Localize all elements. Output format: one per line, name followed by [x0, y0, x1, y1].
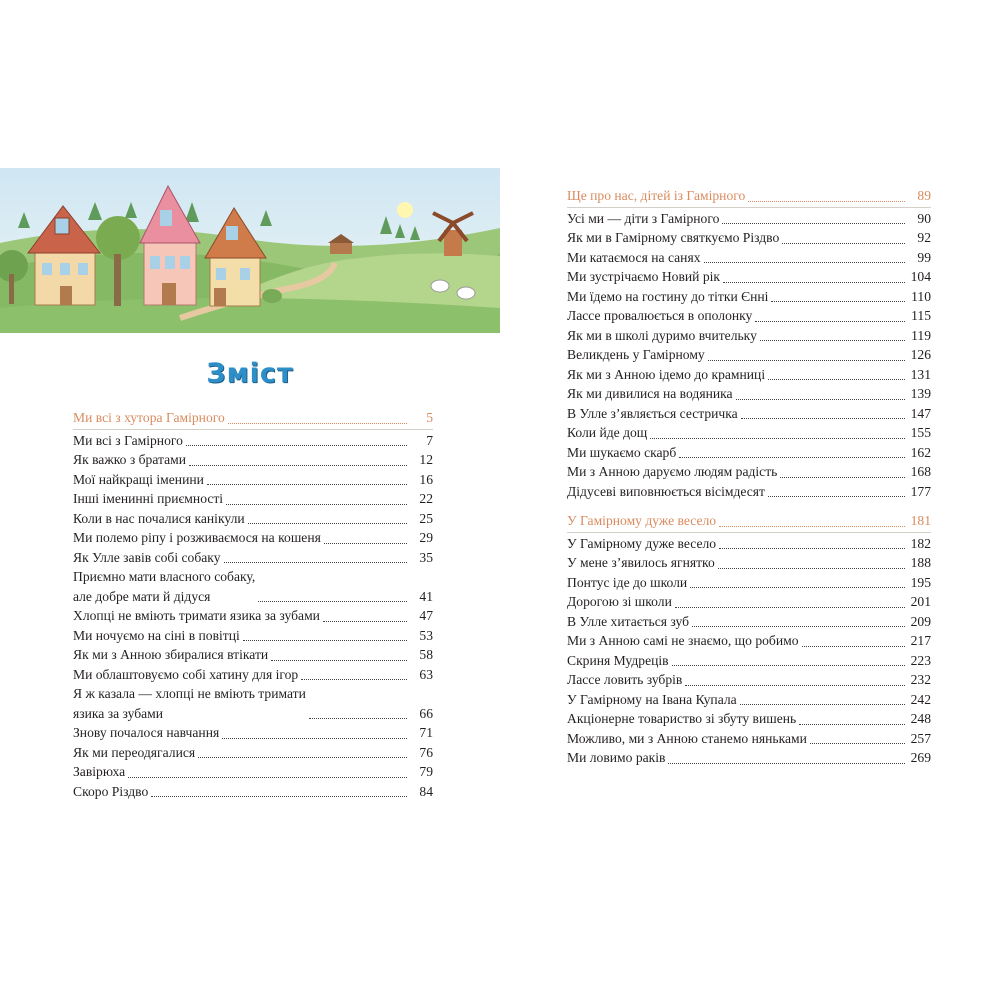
toc-entry [567, 287, 931, 307]
toc-entry-title: Лассе ловить зубрів [567, 672, 683, 687]
dot-leader [228, 409, 407, 424]
dot-leader [189, 451, 407, 466]
toc-page-number: 90 [917, 210, 931, 226]
dot-leader [301, 665, 407, 680]
toc-entry-title: Ми всі з хутора Гамірного [73, 410, 225, 425]
dot-leader [708, 346, 905, 361]
dot-leader [723, 268, 905, 283]
toc-page-number: 35 [419, 549, 433, 565]
toc-entry [567, 365, 931, 385]
dot-leader [771, 287, 905, 302]
toc-page-number: 181 [910, 513, 931, 528]
toc-entry-title: Коли в нас почалися канікули [73, 510, 245, 526]
toc-section-heading [567, 186, 931, 206]
toc-entry-title: Ми зустрічаємо Новий рік [567, 269, 721, 284]
toc-page-number: 16 [419, 471, 433, 487]
dot-leader [740, 690, 905, 705]
toc-page-number: 177 [910, 483, 931, 499]
toc-entry [567, 592, 931, 612]
toc-entry-title: Як ми в школі дуримо вчительку [567, 327, 757, 343]
toc-entry [567, 690, 931, 710]
dot-leader [324, 529, 407, 544]
dot-leader [685, 671, 905, 686]
dot-leader [741, 404, 905, 419]
dot-leader [760, 326, 905, 341]
toc-entry-title: Скриня Мудреців [567, 652, 669, 668]
dot-leader [258, 587, 407, 602]
toc-page-number: 217 [910, 633, 931, 648]
dot-leader [323, 607, 407, 622]
toc-page-number: 99 [917, 249, 931, 265]
toc-entry [73, 450, 433, 470]
toc-entry [73, 606, 433, 626]
toc-entry [567, 228, 931, 248]
toc-entry-title: Як ми в Гамірному святкуємо Різдво [567, 230, 780, 245]
dot-leader [799, 710, 905, 725]
toc-entry-title-line2: язика за зубами [73, 705, 164, 721]
toc-page-number: 12 [419, 452, 433, 467]
toc-entry-title: Ми ловимо раків [567, 750, 666, 765]
toc-page-number: 84 [419, 783, 433, 799]
toc-entry-title: В Улле хитається зуб [567, 613, 690, 629]
toc-page-number: 248 [910, 711, 931, 726]
toc-entry [567, 345, 931, 365]
toc-entry-title: У Гамірному на Івана Купала [567, 691, 737, 707]
toc-entry [567, 729, 931, 749]
toc-entry [73, 743, 433, 763]
toc-entry [73, 723, 433, 743]
toc-entry-title: Ми їдемо на гостину до тітки Єнні [567, 288, 769, 304]
toc-page-number: 7 [426, 432, 433, 448]
toc-page-number: 89 [917, 188, 931, 203]
toc-page-number: 232 [910, 672, 931, 687]
toc-page-number: 25 [419, 510, 433, 526]
toc-page-number: 63 [419, 666, 433, 682]
toc-entry [567, 670, 931, 690]
toc-entry-title: Дорогою зі школи [567, 594, 672, 609]
toc-entry-title: Ми ночуємо на сіні в повітці [73, 627, 240, 643]
toc-entry [567, 553, 931, 573]
dot-leader [704, 248, 905, 263]
dot-leader [650, 424, 905, 439]
toc-entry-title: Ми всі з Гамірного [73, 432, 183, 448]
toc-entry-title: Хлопці не вміють тримати язика за зубами [73, 608, 320, 623]
toc-page-number: 168 [910, 464, 931, 479]
toc-entry-title: Як ми з Анною збиралися втікати [73, 647, 269, 662]
dot-leader [748, 187, 905, 202]
toc-entry-title: Ми з Анною даруємо людям радість [567, 464, 778, 479]
toc-page-number: 22 [419, 491, 433, 506]
dot-leader [186, 431, 407, 446]
toc-entry [567, 404, 931, 424]
dot-leader [198, 743, 407, 758]
dot-leader [675, 593, 905, 608]
toc-entry [73, 431, 433, 451]
toc-entry [567, 631, 931, 651]
toc-page-number: 269 [910, 750, 931, 765]
dot-leader [309, 704, 407, 719]
toc-entry-title: Понтус іде до школи [567, 574, 688, 590]
toc-page-number: 66 [419, 705, 433, 721]
dot-leader [722, 209, 905, 224]
toc-page-number: 41 [419, 588, 433, 604]
toc-page-number: 119 [911, 327, 931, 343]
toc-entry-title: Коли йде дощ [567, 425, 648, 440]
toc-entry-title: Можливо, ми з Анною станемо няньками [567, 730, 807, 746]
toc-page-number: 110 [911, 288, 931, 304]
dot-leader [668, 749, 905, 764]
toc-right-column [567, 186, 931, 768]
dot-leader [736, 385, 905, 400]
toc-entry [73, 645, 433, 665]
dot-leader [719, 534, 905, 549]
toc-entry-title: Як ми з Анною ідемо до крамниці [567, 366, 766, 382]
toc-page-number: 131 [910, 366, 931, 382]
toc-entry-title: Знову почалося навчання [73, 725, 220, 740]
toc-page-number: 126 [910, 347, 931, 362]
toc-page-number: 47 [419, 608, 433, 623]
toc-page-number: 79 [419, 764, 433, 779]
toc-entry [567, 384, 931, 404]
toc-page-number: 182 [910, 535, 931, 551]
toc-entry [567, 573, 931, 593]
toc-entry [567, 709, 931, 729]
dot-leader [672, 651, 905, 666]
toc-page-number: 71 [419, 725, 433, 740]
dot-leader [719, 512, 905, 527]
toc-entry [73, 528, 433, 548]
toc-entry-title: Завірюха [73, 764, 126, 779]
dot-leader [690, 573, 905, 588]
dot-leader [810, 729, 905, 744]
toc-entry-title: У Гамірному дуже весело [567, 535, 717, 551]
village-landscape-illustration [0, 168, 500, 333]
section-divider [567, 207, 931, 208]
toc-entry [567, 423, 931, 443]
dot-leader [248, 509, 407, 524]
toc-entry [567, 443, 931, 463]
toc-page-number: 53 [419, 627, 433, 643]
dot-leader [243, 626, 407, 641]
toc-entry-title: У мене з’явилось ягнятко [567, 555, 715, 570]
toc-entry [73, 684, 433, 723]
dot-leader [224, 548, 408, 563]
toc-entry [567, 248, 931, 268]
toc-entry-title: Інші іменинні приємності [73, 491, 224, 506]
dot-leader [755, 307, 905, 322]
dot-leader [679, 443, 905, 458]
toc-entry-title: Лассе провалюється в ополонку [567, 308, 753, 323]
toc-page-number: 5 [426, 410, 433, 425]
toc-entry-title: Приємно мати власного собаку, [73, 569, 256, 584]
dot-leader [207, 470, 407, 485]
toc-page-number: 242 [910, 691, 931, 707]
toc-entry [567, 267, 931, 287]
toc-entry-title-line2: але добре мати й дідуся [73, 588, 211, 604]
toc-entry [73, 665, 433, 685]
dot-leader [782, 229, 905, 244]
toc-entry-title: Ми катаємося на санях [567, 249, 701, 265]
toc-entry-title: Ми облаштовуємо собі хатину для ігор [73, 666, 299, 682]
dot-leader [222, 724, 407, 739]
toc-page-number: 223 [910, 652, 931, 668]
toc-entry [73, 489, 433, 509]
toc-page-number: 162 [910, 444, 931, 460]
dot-leader [151, 782, 407, 797]
toc-entry [567, 612, 931, 632]
dot-leader [768, 482, 905, 497]
toc-page-number: 257 [910, 730, 931, 746]
toc-entry [567, 306, 931, 326]
section-divider [73, 429, 433, 430]
toc-entry-title: Як ми дивилися на водяника [567, 386, 733, 401]
toc-entry-title: Як важко з братами [73, 452, 187, 467]
toc-entry-title: Акціонерне товариство зі збуту вишень [567, 711, 797, 726]
toc-page-number: 139 [910, 386, 931, 401]
section-divider [567, 532, 931, 533]
toc-page-number: 195 [910, 574, 931, 590]
page-title: Зміст [206, 358, 294, 389]
dot-leader [226, 490, 407, 505]
toc-entry [567, 462, 931, 482]
toc-entry-title: Ми шукаємо скарб [567, 444, 677, 460]
toc-entry [73, 548, 433, 568]
toc-entry [567, 534, 931, 554]
toc-section-heading [567, 511, 931, 531]
toc-page-number: 115 [911, 308, 931, 323]
dot-leader [718, 554, 905, 569]
toc-entry [73, 782, 433, 802]
toc-page-number: 147 [910, 405, 931, 421]
toc-entry [567, 651, 931, 671]
toc-section-heading [73, 408, 433, 428]
toc-page-number: 29 [419, 530, 433, 545]
dot-leader [768, 365, 905, 380]
toc-page-number: 92 [917, 230, 931, 245]
dot-leader [128, 763, 407, 778]
toc-page-number: 188 [910, 555, 931, 570]
toc-entry-title: В Улле з’являється сестричка [567, 405, 738, 421]
toc-entry [73, 626, 433, 646]
toc-page-number: 209 [910, 613, 931, 629]
toc-entry-title: Великдень у Гамірному [567, 347, 705, 362]
toc-entry-title: Ми з Анною самі не знаємо, що робимо [567, 633, 799, 648]
toc-entry-title: Скоро Різдво [73, 783, 149, 799]
toc-entry-title: Мої найкращі іменини [73, 471, 204, 487]
toc-entry [567, 209, 931, 229]
toc-page-number: 155 [910, 425, 931, 440]
dot-leader [780, 463, 905, 478]
toc-entry-title: Як Улле завів собі собаку [73, 549, 221, 565]
toc-page-number: 76 [419, 744, 433, 760]
toc-entry [567, 748, 931, 768]
dot-leader [692, 612, 905, 627]
toc-left-column [73, 408, 433, 801]
toc-entry [73, 470, 433, 490]
toc-page-number: 201 [910, 594, 931, 609]
toc-entry [73, 567, 433, 606]
toc-entry-title: Як ми переодягалися [73, 744, 196, 760]
toc-entry-title: Усі ми — діти з Гамірного [567, 210, 720, 226]
toc-entry [567, 326, 931, 346]
toc-entry [73, 762, 433, 782]
toc-entry [567, 482, 931, 502]
toc-entry-title: У Гамірному дуже весело [567, 513, 717, 528]
toc-entry-title: Дідусеві виповнюється вісімдесят [567, 483, 765, 499]
toc-entry [73, 509, 433, 529]
toc-page-number: 58 [419, 647, 433, 662]
toc-page-number: 104 [910, 269, 931, 284]
toc-entry-title: Ще про нас, дітей із Гамірного [567, 188, 746, 203]
toc-entry-title: Я ж казала — хлопці не вміють тримати [73, 686, 306, 701]
toc-entry-title: Ми полемо ріпу і розживаємося на кошеня [73, 530, 321, 545]
dot-leader [271, 646, 407, 661]
dot-leader [802, 632, 905, 647]
